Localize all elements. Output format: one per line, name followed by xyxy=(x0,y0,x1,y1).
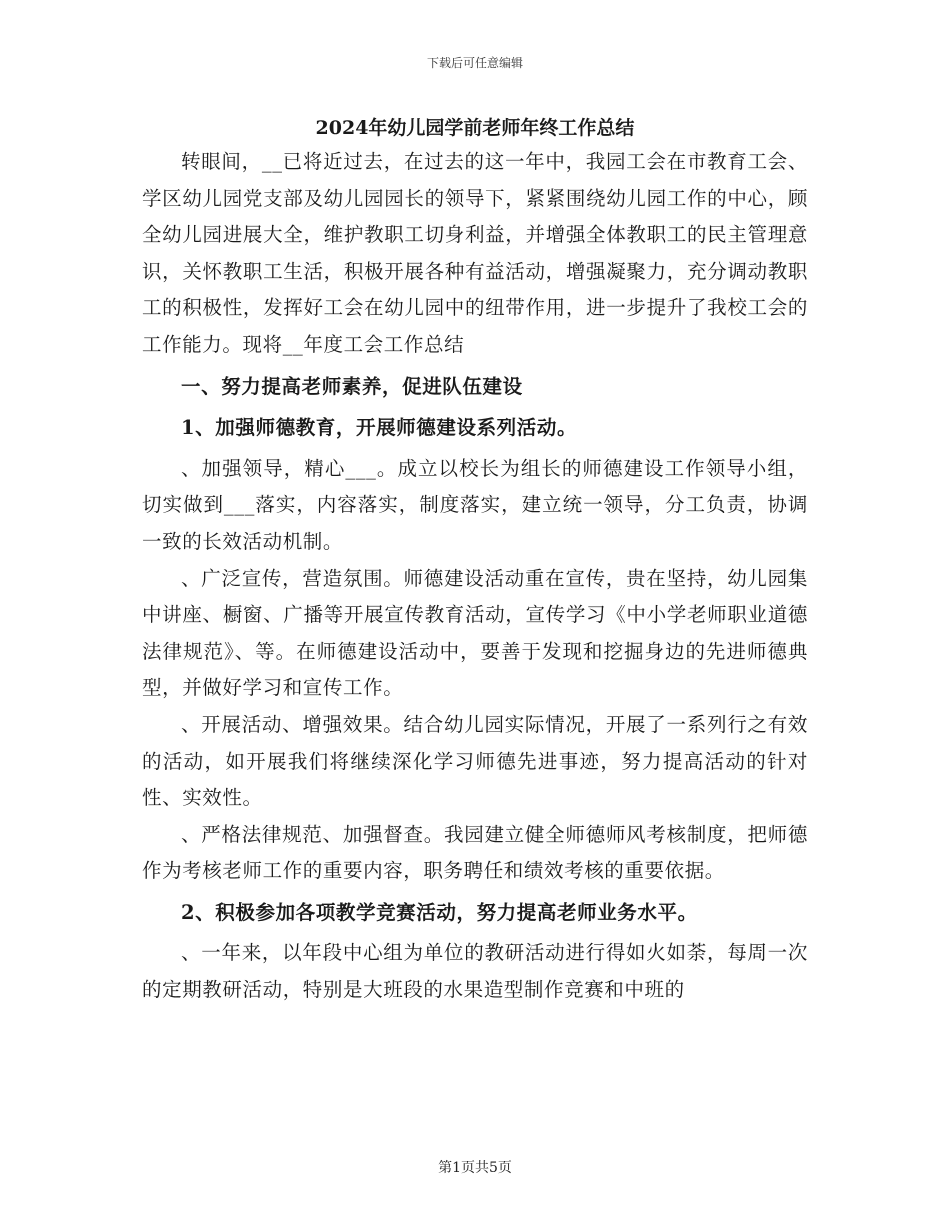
paragraph-activities: 、开展活动、增强效果。结合幼儿园实际情况，开展了一系列行之有效的活动，如开展我们将继续深化学习师德先进事迹，努力提高活动的针对性、实效性。 xyxy=(142,712,808,810)
section-heading-1: 一、努力提高老师素养，促进队伍建设 xyxy=(181,374,523,398)
document-body xyxy=(142,112,808,1009)
paragraph-supervision: 、严格法律规范、加强督查。我园建立健全师德师风考核制度，把师德作为考核老师工作的重要内容，职务聘任和绩效考核的重要依据。 xyxy=(142,822,808,883)
subsection-heading-1: 1、加强师德教育，开展师德建设系列活动。 xyxy=(181,416,578,440)
paragraph-teaching-research: 、一年来，以年段中心组为单位的教研活动进行得如火如荼，每周一次的定期教研活动，特别是大班段的水果造型制作竞赛和中班的 xyxy=(142,941,808,1002)
subsection-heading-2: 2、积极参加各项教学竞赛活动，努力提高老师业务水平。 xyxy=(181,900,698,924)
document-title: 2024年幼儿园学前老师年终工作总结 xyxy=(315,117,635,139)
intro-paragraph: 转眼间，__已将近过去，在过去的这一年中，我园工会在市教育工会、学区幼儿园党支部及幼儿园园长的领导下，紧紧围绕幼儿园工作的中心，顾全幼儿园进展大全，维护教职工切身利益，并增强全体教职工的民主管理意识，关怀教职工生活，积极开展各种有益活动，增强凝聚力，充分调动教职工的积极性，发挥好工会在幼儿园中的纽带作用，进一步提升了我校工会的工作能力。现将__年度工会工作总结 xyxy=(142,150,808,356)
page-indicator: 第1页共5页 xyxy=(438,1160,512,1176)
header-note: 下载后可任意编辑 xyxy=(426,56,523,70)
paragraph-leadership: 、加强领导，精心___。成立以校长为组长的师德建设工作领导小组，切实做到___落实，内容落实，制度落实，建立统一领导，分工负责，协调一致的长效活动机制。 xyxy=(142,456,808,553)
paragraph-publicity: 、广泛宣传，营造氛围。师德建设活动重在宣传，贵在坚持，幼儿园集中讲座、橱窗、广播等开展宣传教育活动，宣传学习《中小学老师职业道德法律规范》、等。在师德建设活动中，要善于发现和挖掘身边的先进师德典型，并做好学习和宣传工作。 xyxy=(142,566,808,700)
